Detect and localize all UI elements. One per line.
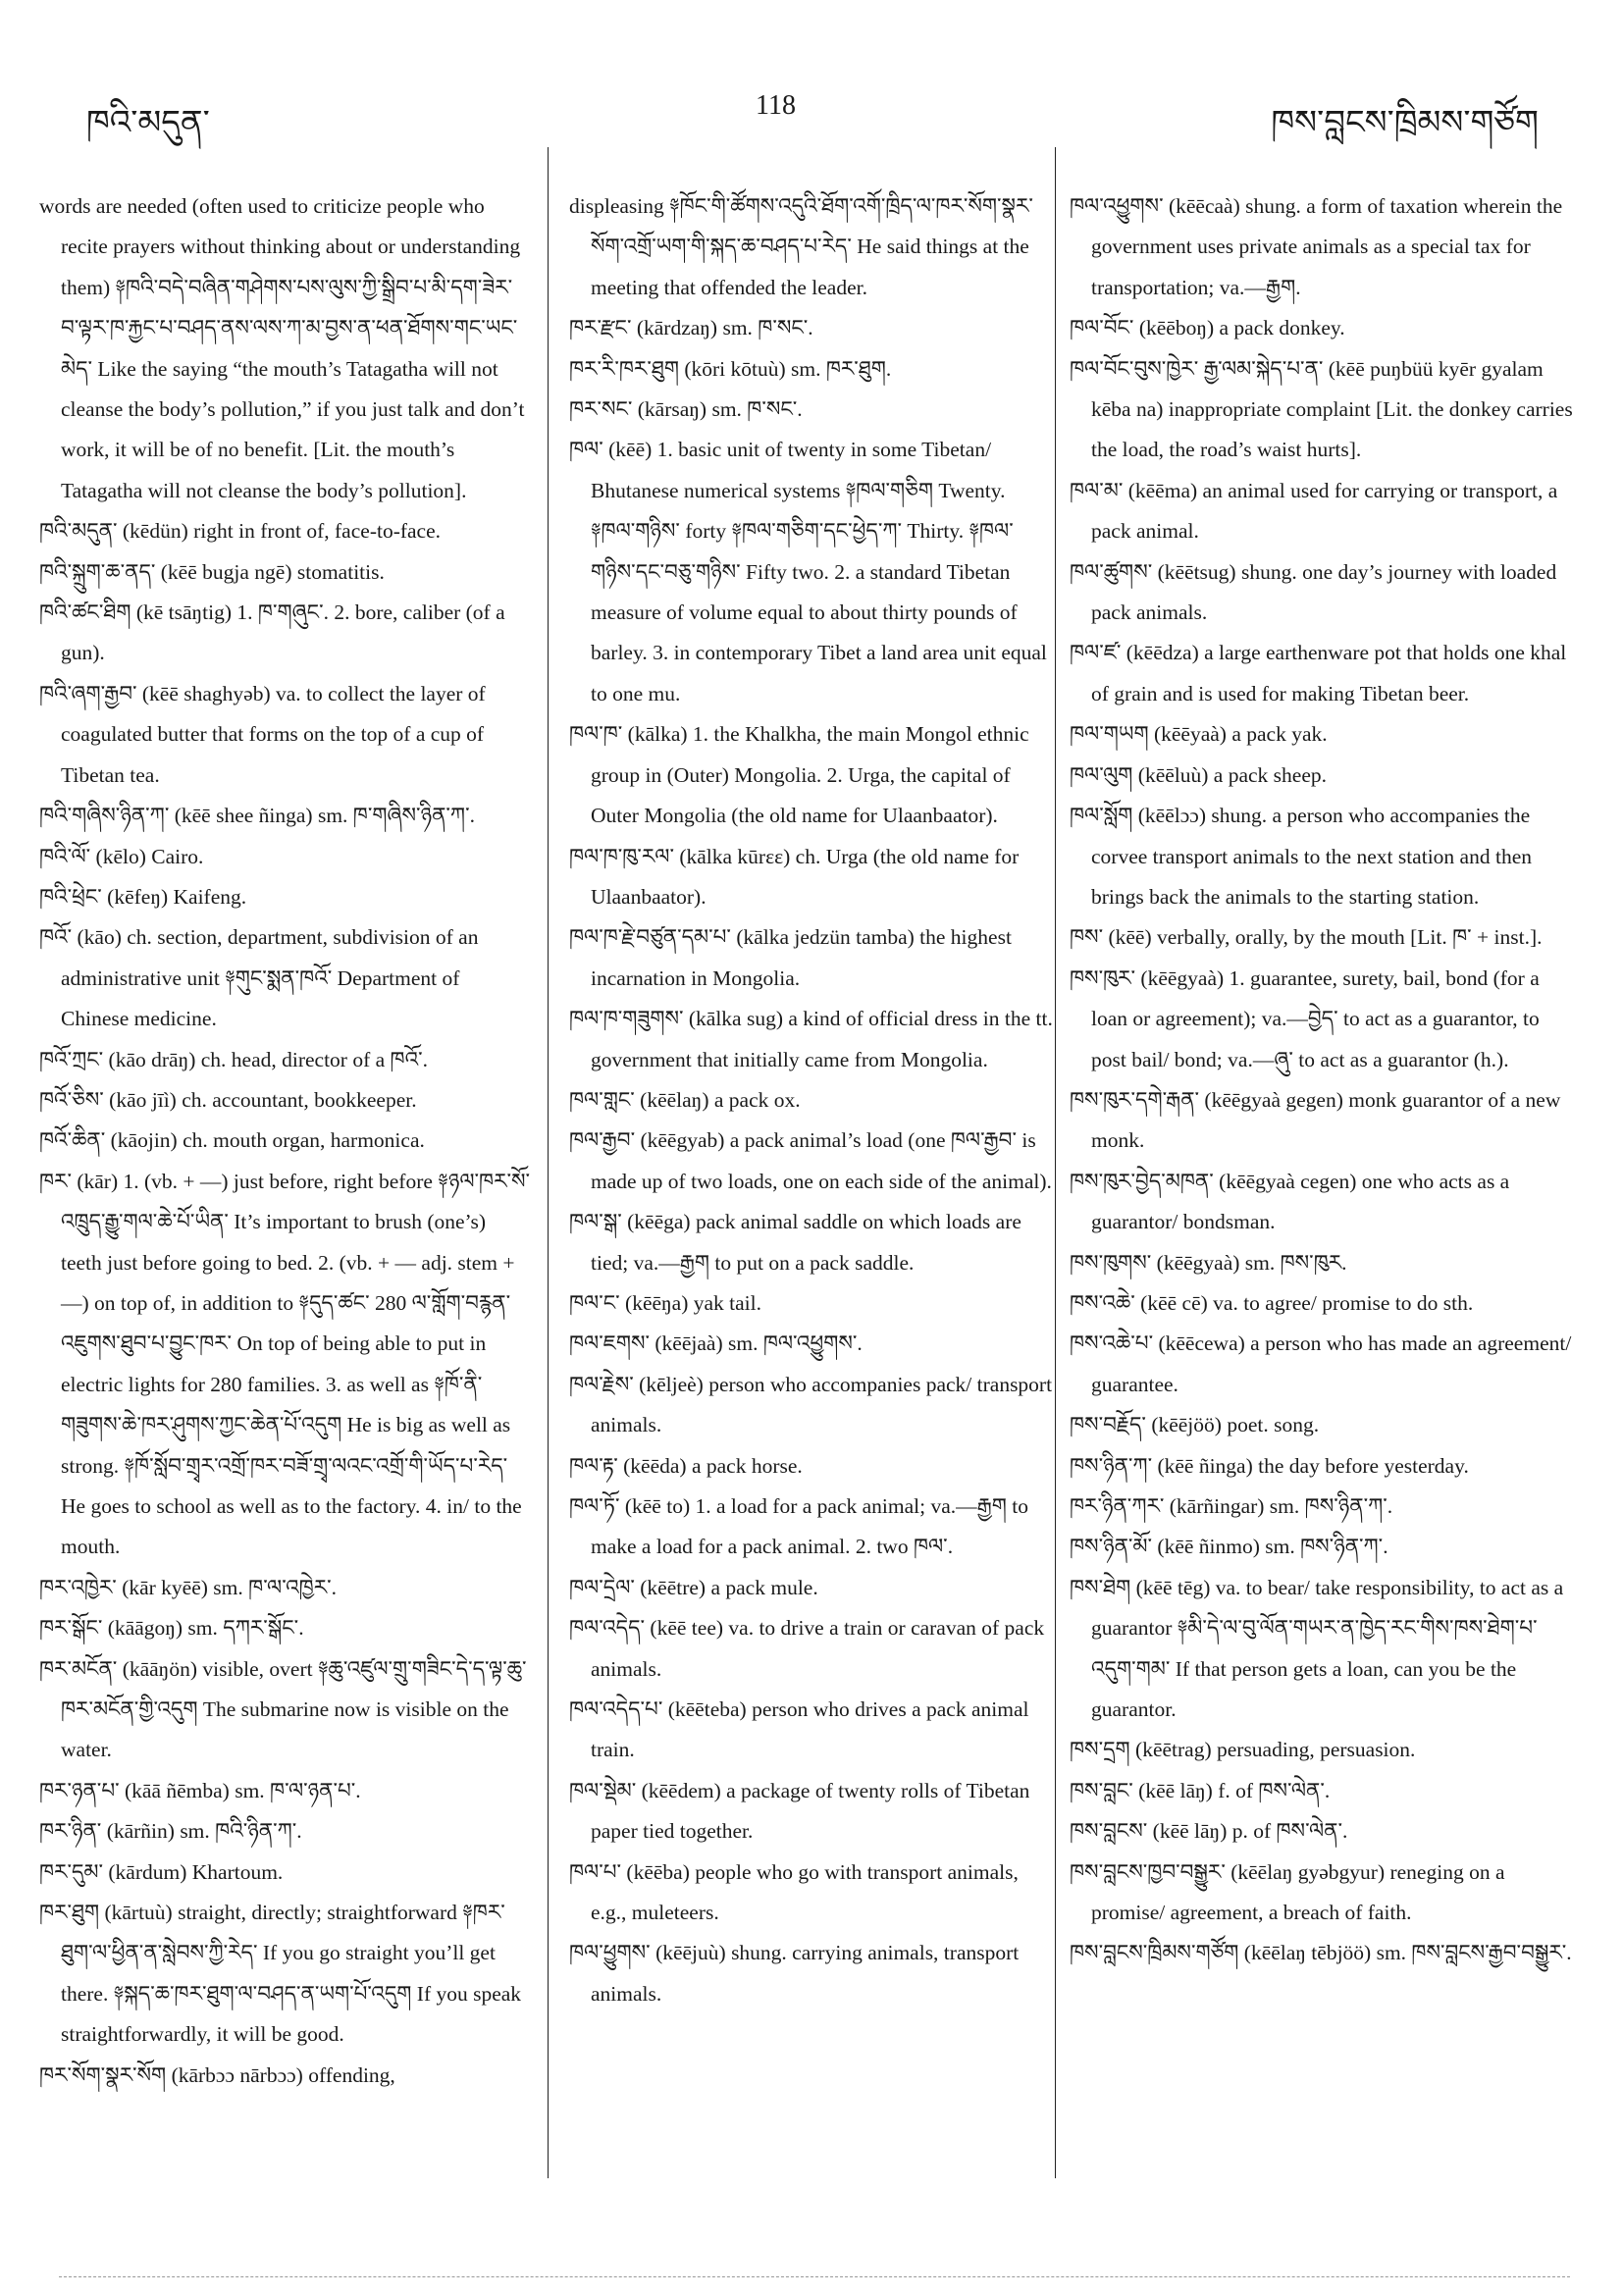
running-head-left: ཁའི་མདུན་ [86,105,210,141]
dictionary-entry: ཁས་བླང་ (kēē lāŋ) f. of ཁས་ལེན་. [1070,1778,1331,1802]
dictionary-entry: ཁལ་ཛ་ (kēēdza) a large earthenware pot that holds one khal of grain and is used for making Tibetan beer. [1070,641,1567,705]
dictionary-entry: ཁར་རི་ཁར་ཐུག (kōri kōtuù) sm. ཁར་ཐུག. [569,356,892,381]
dictionary-entry: ཁའོ་ (kāo) ch. section, department, subdivision of an administrative unit ༈གུང་སྨན་ཁའོ་ Department of Chinese medicine. [39,925,479,1031]
dictionary-entry: ཁར་ཉིན་ (kārñin) sm. ཁའི་ཉིན་ཀ་. [39,1819,302,1844]
dictionary-entry: ཁས་ཁུར་ (kēēgyaà) 1. guarantee, surety, bail, bond (for a loan or agreement); va.—བྱེད་ to act as a guarantor, to post bail/ bond; va.—ཞུ་ to act as a guarantor (h.). [1070,965,1540,1071]
dictionary-entry: ཁའི་ཚང་ཐིག (kē tsāŋtig) 1. ཁ་གཞུང་. 2. bore, caliber (of a gun). [39,600,505,665]
dictionary-entry: ཁལ་འདེད་པ་ (kēēteba) person who drives a pack animal train. [569,1697,1029,1762]
dictionary-entry: ཁར་ (kār) 1. (vb. + —) just before, right before ༈ཉལ་ཁར་སོ་འཁྲུད་རྒྱུ་གལ་ཆེ་པོ་ཡིན་ It’s important to brush (one’s) teeth just before going to bed. 2. (vb. + — adj. stem + —) on top of, in addition to ༈དུད་ཚང་ 280 ལ་གློག་བརྙན་འཇུགས་ཐུབ་པ་བྱུང་ཁར་ On top of being able to put in electric lights for 280 families. 3. as well as ༈ཁོ་ནི་གཟུགས་ཆེ་ཁར་ཤུགས་ཀྱང་ཆེན་པོ་འདུག He is big as well as strong. ༈ཁོ་སློབ་གྲྭར་འགྲོ་ཁར་བཟོ་གྲྭ་ལའང་འགྲོ་གི་ཡོད་པ་རེད་ He goes to school as well as to the factory. 4. in/ to the mouth. [39,1169,530,1559]
dictionary-entry: ཁས་ (kēē) verbally, orally, by the mouth [Lit. ཁ་ + inst.]. [1070,925,1543,950]
dictionary-entry: ཁལ་ཁ་ (kālka) 1. the Khalkha, the main Mongol ethnic group in (Outer) Mongolia. 2. Urga, the capital of Outer Mongolia (the old name for Ulaanbaator). [569,722,1029,828]
dictionary-entry: ཁའི་མདུན་ (kēdün) right in front of, face-to-face. [39,519,442,544]
dictionary-entry: displeasing ༈ཁོང་གི་ཚོགས་འདུའི་ཐོག་འགོ་ཁྲིད་ལ་ཁར་སོག་སྣར་སོག་འགྲོ་ཡག་གི་སྐད་ཆ་བཤད་པ་རེད་ He said things at the meeting that offended the leader. [569,194,1033,299]
dictionary-entry: ཁའི་ཕྲེང་ (kēfeŋ) Kaifeng. [39,884,247,909]
dictionary-entry: ཁས་བརྗོད་ (kēējöö) poet. song. [1070,1413,1320,1437]
dictionary-entry: ཁལ་སློག (kēēlɔɔ) shung. a person who accompanies the corvee transport animals to the next station and then brings back the animals to the starting station. [1070,804,1532,909]
dictionary-entry: words are needed (often used to criticize people who recite prayers without thinking about or understanding them) ༈ཁའི་བདེ་བཞིན་གཤེགས་པས་ལུས་ཀྱི་སྒྲིབ་པ་མི་དག་ཟེར་བ་ལྟར་ཁ་རྐྱང་པ་བཤད་ནས་ལས་ཀ་མ་བྱས་ན་ཕན་ཐོགས་གང་ཡང་མེད་ Like the saying “the mouth’s Tatagatha will not cleanse the body’s pollution,” if you just talk and don’t work, it will be of no benefit. [Lit. the mouth’s Tatagatha will not cleanse the body’s pollution]. [39,194,525,502]
column-divider [1055,147,1056,2178]
dictionary-entry: ཁས་ཉིན་མོ་ (kēē ñinmo) sm. ཁས་ཉིན་ཀ་. [1070,1535,1388,1559]
dictionary-entry: ཁར་དུམ་ (kārdum) Khartoum. [39,1859,284,1884]
dictionary-entry: ཁར་རྫང་ (kārdzaŋ) sm. ཁ་སང་. [569,316,813,340]
dictionary-entry: ཁལ་ཁ་གཟུགས་ (kālka sug) a kind of official dress in the tt. government that initially came from Mongolia. [569,1007,1053,1071]
dictionary-entry: ཁལ་གཡག (kēēyaà) a pack yak. [1070,722,1328,747]
dictionary-entry: ཁལ་བོང་བུས་ཁྱེར་ རྒྱ་ལམ་སྐེད་པ་ན་ (kēē puŋbüü kyēr gyalam kēba na) inappropriate complaint [Lit. the donkey carries the load, the road’s waist hurts]. [1070,356,1573,462]
running-head-right: ཁས་བླངས་ཁྲིམས་གཙོག [1271,105,1539,141]
dictionary-entry: ཁལ་ཁ་ཁུ་རལ་ (kālka kūrεε) ch. Urga (the old name for Ulaanbaator). [569,844,1020,909]
dictionary-entry: ཁལ་ཚུགས་ (kēētsug) shung. one day’s journey with loaded pack animals. [1070,559,1557,625]
dictionary-entry: ཁལ་ལུག (kēēluù) a pack sheep. [1070,762,1327,787]
dictionary-entry: ཁའི་ལོ་ (kēlo) Cairo. [39,844,204,868]
dictionary-entry: ཁལ་ (kēē) 1. basic unit of twenty in some Tibetan/ Bhutanese numerical systems ༈ཁལ་གཅིག Twenty. ༈ཁལ་གཉིས་ forty ༈ཁལ་གཅིག་དང་ཕྱེད་ཀ་ Thirty. ༈ཁལ་གཉིས་དང་བཅུ་གཉིས་ Fifty two. 2. a standard Tibetan measure of volume equal to about thirty pounds of barley. 3. in contemporary Tibet a land area unit equal to one mu. [569,438,1047,705]
dictionary-entry: ཁས་ཉིན་ཀ་ (kēē ñinga) the day before yesterday. [1070,1453,1469,1478]
dictionary-entry: ཁས་ཐེག (kēē tēg) va. to bear/ take responsibility, to act as a guarantor ༈མི་དེ་ལ་བུ་ལོན་གཡར་ན་ཁྱེད་རང་གིས་ཁས་ཐེག་པ་འདུག་གམ་ If that person gets a loan, can you be the guarantor. [1070,1575,1564,1722]
dictionary-entry: ཁས་ཁུགས་ (kēēgyaà) sm. ཁས་ཁུར. [1070,1250,1347,1275]
dictionary-entry: ཁས་བླངས་ཁྲིམས་གཙོག (kēēlaŋ tēbjöö) sm. ཁས་བླངས་རྒྱབ་བསྒྱུར་. [1070,1941,1572,1965]
dictionary-entry: ཁལ་རྗེས་ (kēljeè) person who accompanies pack/ transport animals. [569,1372,1053,1437]
dictionary-entry: ཁས་བླངས་ (kēē lāŋ) p. of ཁས་ལེན་. [1070,1819,1348,1844]
dictionary-entry: ཁལ་བོང་ (kēēboŋ) a pack donkey. [1070,316,1345,340]
column-divider [548,147,549,2178]
dictionary-entry: ཁར་སྒོང་ (kāāgoŋ) sm. དཀར་སྒོང་. [39,1616,304,1641]
dictionary-entry: ཁལ་ཕྱུགས་ (kēējuù) shung. carrying animals, transport animals. [569,1941,1020,2006]
dictionary-entry: ཁར་ཐུག (kārtuù) straight, directly; straightforward ༈ཁར་ཐུག་ལ་ཕྱིན་ན་སླེབས་ཀྱི་རེད་ If you go straight you’ll get there. ༈སྐད་ཆ་ཁར་ཐུག་ལ་བཤད་ན་ཡག་པོ་འདུག If you speak straightforwardly, it will be good. [39,1901,522,2047]
dictionary-entry: ཁའི་སྐྲུག་ཆ་ནད་ (kēē bugja ngē) stomatitis. [39,559,385,584]
dictionary-entry: ཁལ་དྲེལ་ (kēētre) a pack mule. [569,1575,818,1599]
column-1 [39,186,530,2096]
dictionary-entry: ཁས་འཆེ་ (kēē cē) va. to agree/ promise to do sth. [1070,1290,1474,1315]
dictionary-entry: ཁར་མངོན་ (kāāŋön) visible, overt ༈ཆུ་འཛུལ་གྲུ་གཟིང་དེ་ད་ལྟ་ཆུ་ཁར་མངོན་གྱི་འདུག The submarine now is visible on the water. [39,1656,527,1762]
dictionary-entry: ཁལ་སྡེམ་ (kēēdem) a package of twenty rolls of Tibetan paper tied together. [569,1778,1030,1844]
column-2 [569,186,1055,2014]
dictionary-entry: ཁའོ་ཅིས་ (kāo jīì) ch. accountant, bookkeeper. [39,1087,417,1112]
dictionary-entry: ཁས་ཁུར་དགེ་རྒན་ (kēēgyaà gegen) monk guarantor of a new monk. [1070,1087,1561,1153]
dictionary-entry: ཁལ་པ་ (kēēba) people who go with transport animals, e.g., muleteers. [569,1859,1019,1925]
dictionary-entry: ཁལ་གླང་ (kēēlaŋ) a pack ox. [569,1087,801,1112]
dictionary-entry: ཁལ་སྒ་ (kēēga) pack animal saddle on which loads are tied; va.—རྒྱག to put on a pack saddle. [569,1210,1021,1275]
dictionary-entry: ཁའི་གཞིས་ཉིན་ཀ་ (kēē shee ñinga) sm. ཁ་གཞིས་ཉིན་ཀ་. [39,804,475,828]
dictionary-entry: ཁར་འཁྱེར་ (kār kyēē) sm. ཁ་ལ་འཁྱེར་. [39,1575,337,1599]
page-number: 118 [756,90,796,121]
dictionary-entry: ཁར་སོག་སྣར་སོག (kārbɔɔ nārbɔɔ) offending, [39,2062,395,2087]
dictionary-entry: ཁས་བླངས་ཁྱབ་བསྒྱུར་ (kēēlaŋ gyəbgyur) reneging on a promise/ agreement, a breach of faith. [1070,1859,1505,1925]
dictionary-entry: ཁལ་ང་ (kēēŋa) yak tail. [569,1290,762,1315]
dictionary-entry: ཁས་ཁུར་བྱེད་མཁན་ (kēēgyaà cegen) one who acts as a guarantor/ bondsman. [1070,1169,1510,1234]
dictionary-entry: ཁལ་ཏོ་ (kēē to) 1. a load for a pack animal; va.—རྒྱག to make a load for a pack animal. 2. two ཁལ་. [569,1494,1028,1559]
bottom-rule [59,2276,1570,2277]
dictionary-entry: ཁར་སང་ (kārsaŋ) sm. ཁ་སང་. [569,397,803,422]
dictionary-entry: ཁར་ཉན་པ་ (kāā ñēmba) sm. ཁ་ལ་ཉན་པ་. [39,1778,361,1802]
dictionary-entry: ཁས་དྲག (kēētrag) persuading, persuasion. [1070,1738,1416,1762]
column-3 [1070,186,1575,1974]
dictionary-entry: ཁལ་ཇགས་ (kēējaà) sm. ཁལ་འཕྱུགས་. [569,1331,863,1356]
dictionary-entry: ཁའི་ཞག་རྒྱབ་ (kēē shaghyəb) va. to collect the layer of coagulated butter that forms on the top of a cup of Tibetan tea. [39,681,486,787]
dictionary-entry: ཁལ་མ་ (kēēma) an animal used for carrying or transport, a pack animal. [1070,478,1558,544]
dictionary-entry: ཁལ་རྟ་ (kēēda) a pack horse. [569,1453,803,1478]
dictionary-entry: ཁའོ་ཆིན་ (kāojin) ch. mouth organ, harmonica. [39,1128,425,1153]
dictionary-entry: ཁལ་འཕྱུགས་ (kēēcaà) shung. a form of taxation wherein the government uses private animals as a special tax for transportation; va.—རྒྱག. [1070,194,1563,299]
dictionary-entry: ཁལ་རྒྱབ་ (kēēgyab) a pack animal’s load (one ཁལ་རྒྱབ་ is made up of two loads, one on each side of the animal). [569,1128,1052,1193]
dictionary-entry: ཁལ་འདེད་ (kēē tee) va. to drive a train or caravan of pack animals. [569,1616,1045,1681]
dictionary-entry: ཁས་འཆེ་པ་ (kēēcewa) a person who has made an agreement/ guarantee. [1070,1331,1572,1396]
dictionary-entry: ཁལ་ཁ་རྗེ་བཙུན་དམ་པ་ (kālka jedzün tamba) the highest incarnation in Mongolia. [569,925,1012,990]
dictionary-entry: ཁའོ་ཀྲང་ (kāo drāŋ) ch. head, director of a ཁའོ་. [39,1047,429,1071]
dictionary-entry: ཁར་ཉིན་ཀར་ (kārñingar) sm. ཁས་ཉིན་ཀ་. [1070,1494,1393,1518]
